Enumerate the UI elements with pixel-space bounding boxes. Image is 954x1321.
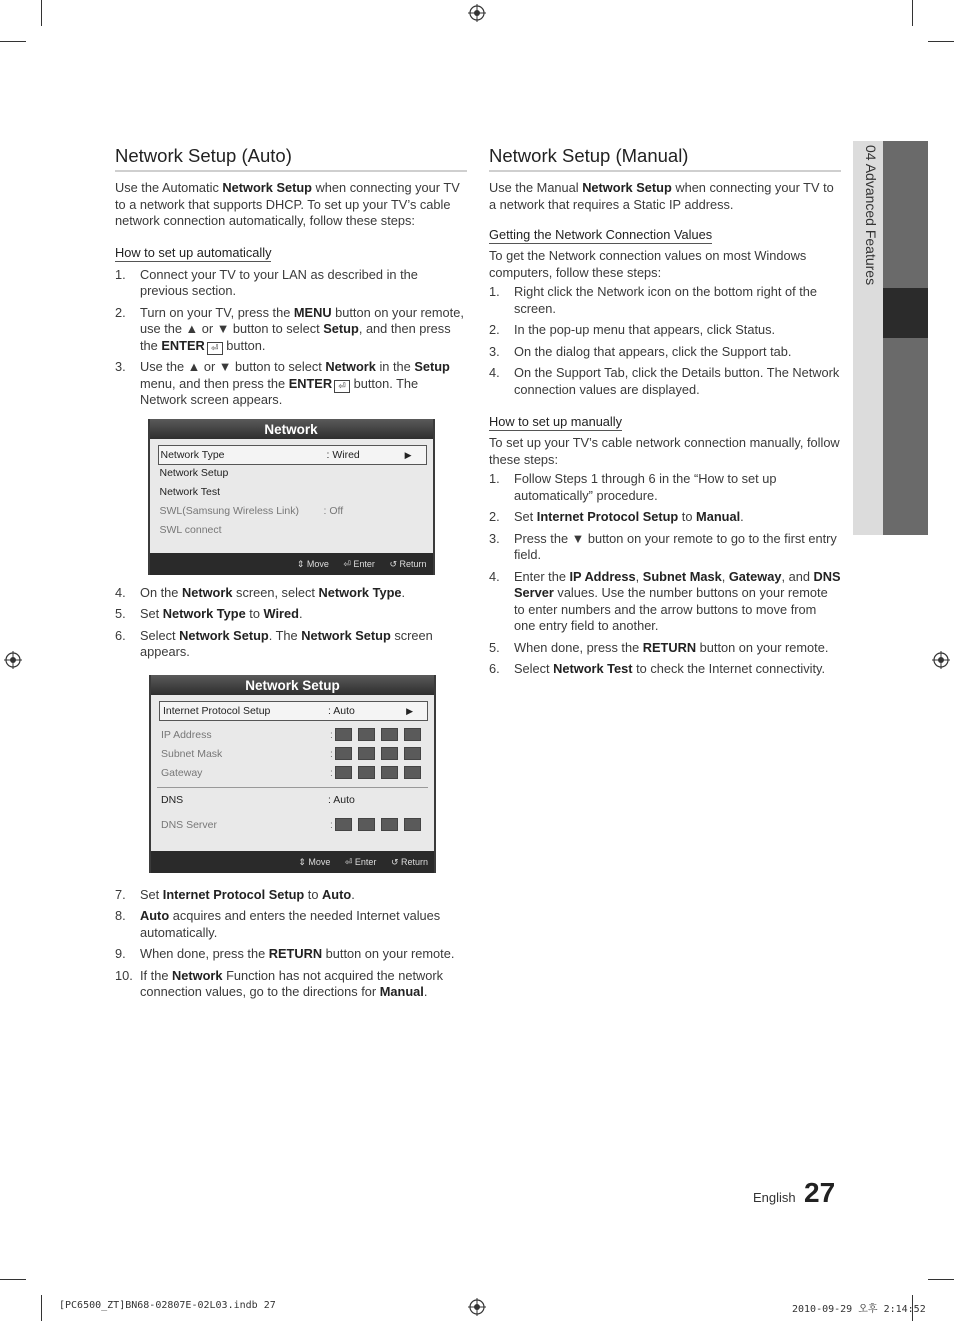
list-item: 1. Connect your TV to your LAN as described in the previous section. [115, 266, 418, 298]
chapter-label: 04 Advanced Features [863, 145, 879, 286]
page-language: English [753, 1190, 796, 1205]
subhead-values: Getting the Network Connection Values [489, 227, 713, 242]
step-number: 10. [115, 967, 133, 983]
steps-list [115, 887, 467, 1001]
step-number: 5. [115, 606, 126, 621]
list-item: 5. Set Network Type to Wired. [115, 606, 303, 621]
arrow-right-icon: ▶ [406, 705, 413, 716]
crop-mark [928, 1279, 954, 1280]
list-item: 4. Enter the IP Address, Subnet Mask, Gateway, and DNS Server values. Use the number buttons on your remote to enter numbers and the arrow buttons to move from one entry field to another. [489, 568, 841, 633]
step-number: 2. [489, 509, 500, 524]
enter-icon: ⏎ [207, 342, 223, 355]
list-item: 3. On the dialog that appears, click the Support tab. [489, 343, 792, 359]
arrow-right-icon: ▶ [404, 449, 412, 460]
list-item: 6. Select Network Setup. The Network Setup screen appears. [115, 627, 433, 659]
crop-mark [928, 41, 954, 42]
ip-row[interactable]: IP Address : [151, 726, 434, 744]
tv-title: Network Setup [151, 675, 434, 695]
crop-mark [0, 41, 26, 42]
step-number: 1. [489, 284, 500, 299]
list-item: 2. Turn on your TV, press the MENU button on your remote, use the ▲ or ▼ button to select Setup, and then press the ENTER ⏎ button. [115, 304, 464, 353]
enter-icon: ⏎ [334, 380, 350, 393]
step-number: 8. [115, 908, 126, 923]
step-number: 7. [115, 886, 126, 902]
list-item: 10. If the Network Function has not acquired the network connection values, go to the directions for Manual. [115, 967, 444, 999]
subhead-auto: How to set up automatically [115, 244, 272, 260]
ips-row[interactable]: Internet Protocol Setup : Auto ▶ [159, 701, 428, 721]
crop-mark [41, 0, 42, 26]
step-number: 1. [115, 266, 126, 282]
step-number: 3. [489, 530, 500, 546]
tv-menu-item[interactable]: Network Test [159, 485, 220, 498]
tv-menu [151, 695, 434, 851]
step-number: 9. [115, 946, 126, 961]
dns-server-row[interactable]: DNS Server : [151, 816, 434, 834]
left-column [115, 142, 467, 1006]
ip-row[interactable]: Subnet Mask : [151, 745, 434, 763]
registration-mark-icon [932, 651, 950, 669]
list-item: 3. Press the ▼ button on your remote to go to the first entry field. [489, 530, 837, 562]
tv-network-screen [148, 419, 435, 575]
list-item: 4. On the Network screen, select Network Type. [115, 584, 406, 600]
step-number: 2. [115, 304, 126, 320]
list-item: 1. Right click the Network icon on the bottom right of the screen. [489, 284, 818, 316]
tv-network-setup-screen [149, 675, 436, 873]
section-title-manual: Network Setup (Manual) [489, 145, 841, 172]
steps-list [115, 267, 467, 409]
intro-auto: Use the Automatic Network Setup when connecting your TV to a network that supports DHCP. To set up your TV’s cable network connection automatically, follow these steps: [115, 180, 460, 228]
step-number: 4. [489, 365, 500, 380]
registration-mark-icon [4, 651, 22, 669]
section-title-auto: Network Setup (Auto) [115, 145, 467, 172]
tv-footer: ⇕ Move ⏎ Enter ↺ Return [150, 553, 433, 575]
tv-menu [150, 439, 433, 553]
page-number: 27 [804, 1177, 836, 1208]
tv-menu-item[interactable]: SWL connect [159, 523, 222, 536]
tv-footer: ⇕ Move ⏎ Enter ↺ Return [151, 851, 434, 873]
tv-menu-item[interactable]: Network Type : Wired ▶ [158, 445, 427, 465]
registration-mark-icon [468, 1298, 486, 1316]
step-number: 4. [115, 584, 126, 600]
print-file-info: [PC6500_ZT]BN68-02807E-02L03.indb 27 [59, 1300, 276, 1311]
dns-row[interactable]: DNS : Auto [161, 793, 355, 806]
list-item: 8. Auto acquires and enters the needed Internet values automatically. [115, 908, 441, 940]
intro-manual: Use the Manual Network Setup when connecting your TV to a network that requires a Static IP address. [489, 180, 834, 212]
tv-menu-item[interactable]: Network Setup [159, 466, 229, 479]
step-number: 6. [489, 661, 500, 676]
list-item: 7. Set Internet Protocol Setup to Auto. [115, 886, 355, 902]
tv-menu-item[interactable]: SWL(Samsung Wireless Link) : Off [159, 504, 344, 517]
divider [157, 787, 428, 788]
list-item: 2. In the pop-up menu that appears, click Status. [489, 322, 776, 337]
step-number: 1. [489, 471, 500, 486]
list-item: 4. On the Support Tab, click the Details button. The Network connection values are displayed. [489, 365, 840, 397]
step-number: 2. [489, 322, 500, 337]
step-number: 3. [489, 343, 500, 359]
chapter-tab [853, 141, 928, 535]
step-number: 4. [489, 568, 500, 584]
tv-title: Network [150, 419, 433, 439]
steps-list [489, 284, 841, 398]
steps-list [115, 585, 467, 661]
steps-list [489, 471, 841, 678]
subhead-manual: How to set up manually [489, 414, 623, 429]
step-number: 3. [115, 359, 126, 374]
crop-mark [0, 1279, 26, 1280]
registration-mark-icon [468, 4, 486, 22]
ip-row[interactable]: Gateway : [151, 764, 434, 782]
list-item: 2. Set Internet Protocol Setup to Manual. [489, 509, 744, 524]
crop-mark [41, 1295, 42, 1321]
list-item: 9. When done, press the RETURN button on your remote. [115, 946, 455, 961]
right-column [489, 142, 841, 683]
para-values: To get the Network connection values on most Windows computers, follow these steps: [489, 248, 807, 280]
list-item: 6. Select Network Test to check the Internet connectivity. [489, 661, 826, 676]
para-manual: To set up your TV’s cable network connection manually, follow these steps: [489, 435, 840, 467]
list-item: 3. Use the ▲ or ▼ button to select Network in the Setup menu, and then press the ENTER ⏎ button. The Network screen appears. [115, 359, 450, 407]
list-item: 5. When done, press the RETURN button on your remote. [489, 639, 829, 655]
print-timestamp: 2010-09-29 오후 2:14:52 [792, 1304, 926, 1315]
step-number: 6. [115, 627, 126, 643]
crop-mark [912, 0, 913, 26]
list-item: 1. Follow Steps 1 through 6 in the “How to set up automatically” procedure. [489, 471, 777, 503]
step-number: 5. [489, 639, 500, 655]
